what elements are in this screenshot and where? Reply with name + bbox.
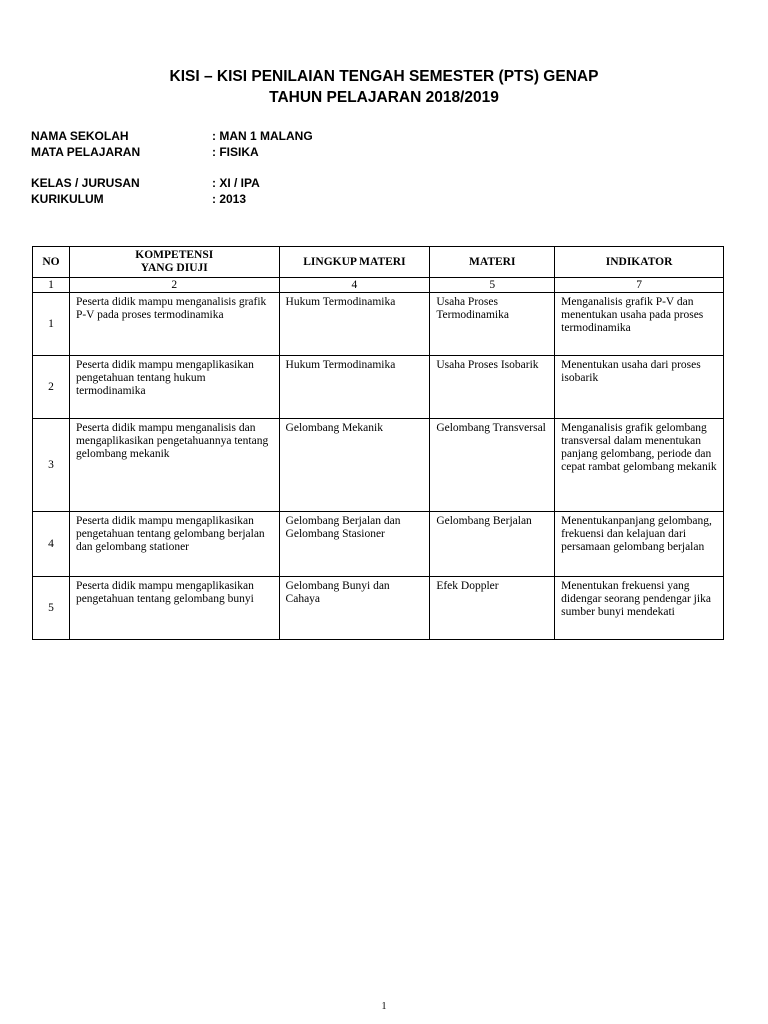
table-row: [33, 512, 724, 577]
kompetensi-cell: Peserta didik mampu mengaplikasikan pengetahuan tentang gelombang berjalan dan gelombang stationer: [69, 512, 279, 577]
school-value: : MAN 1 MALANG: [212, 129, 313, 143]
lingkup-cell: Gelombang Bunyi dan Cahaya: [279, 577, 430, 640]
document-subtitle: TAHUN PELAJARAN 2018/2019: [269, 89, 499, 106]
class-value: : XI / IPA: [212, 176, 260, 190]
school-label: NAMA SEKOLAH: [31, 129, 129, 143]
column-number: 4: [279, 278, 430, 293]
column-number: 5: [430, 278, 555, 293]
row-number: 2: [33, 356, 70, 419]
subject-label: MATA PELAJARAN: [31, 145, 141, 159]
table-row: [33, 577, 724, 640]
header-kompetensi: [69, 247, 279, 278]
curriculum-value: : 2013: [212, 192, 247, 206]
lingkup-cell: Hukum Termodinamika: [279, 293, 430, 356]
table-header-row: [33, 247, 724, 278]
header-lingkup: LINGKUP MATERI: [279, 247, 430, 278]
kisi-table: [32, 246, 724, 640]
indikator-cell: Menganalisis grafik gelombang transversal dalam menentukan panjang gelombang, periode dan cepat rambat gelombang mekanik: [555, 419, 724, 512]
column-number: 7: [555, 278, 724, 293]
table-row: [33, 356, 724, 419]
row-number: 3: [33, 419, 70, 512]
header-kompetensi-line2: YANG DIUJI: [140, 262, 208, 274]
row-number: 4: [33, 512, 70, 577]
document-title: KISI – KISI PENILAIAN TENGAH SEMESTER (PTS) GENAP: [169, 68, 599, 85]
indikator-cell: Menentukan frekuensi yang didengar seorang pendengar jika sumber bunyi mendekati: [555, 577, 724, 640]
kompetensi-cell: Peserta didik mampu menganalisis grafik P-V pada proses termodinamika: [69, 293, 279, 356]
column-number-row: [33, 278, 724, 293]
page-number: 1: [381, 1001, 387, 1012]
kompetensi-cell: Peserta didik mampu mengaplikasikan pengetahuan tentang hukum termodinamika: [69, 356, 279, 419]
materi-cell: Gelombang Berjalan: [430, 512, 555, 577]
indikator-cell: Menentukanpanjang gelombang, frekuensi dan kelajuan dari persamaan gelombang berjalan: [555, 512, 724, 577]
header-materi: MATERI: [430, 247, 555, 278]
materi-cell: Efek Doppler: [430, 577, 555, 640]
lingkup-cell: Gelombang Mekanik: [279, 419, 430, 512]
class-label: KELAS / JURUSAN: [31, 176, 140, 190]
header-no: NO: [33, 247, 70, 278]
column-number: 1: [33, 278, 70, 293]
kompetensi-cell: Peserta didik mampu mengaplikasikan pengetahuan tentang gelombang bunyi: [69, 577, 279, 640]
column-number: 2: [69, 278, 279, 293]
indikator-cell: Menentukan usaha dari proses isobarik: [555, 356, 724, 419]
row-number: 1: [33, 293, 70, 356]
header-indikator: INDIKATOR: [555, 247, 724, 278]
materi-cell: Gelombang Transversal: [430, 419, 555, 512]
table-row: [33, 419, 724, 512]
lingkup-cell: Gelombang Berjalan dan Gelombang Stasioner: [279, 512, 430, 577]
materi-cell: Usaha Proses Termodinamika: [430, 293, 555, 356]
indikator-cell: Menganalisis grafik P-V dan menentukan usaha pada proses termodinamika: [555, 293, 724, 356]
materi-cell: Usaha Proses Isobarik: [430, 356, 555, 419]
row-number: 5: [33, 577, 70, 640]
table-row: [33, 293, 724, 356]
curriculum-label: KURIKULUM: [31, 192, 104, 206]
header-kompetensi-line1: KOMPETENSI: [135, 249, 214, 261]
lingkup-cell: Hukum Termodinamika: [279, 356, 430, 419]
subject-value: : FISIKA: [212, 145, 259, 159]
kompetensi-cell: Peserta didik mampu menganalisis dan mengaplikasikan pengetahuannya tentang gelombang mekanik: [69, 419, 279, 512]
